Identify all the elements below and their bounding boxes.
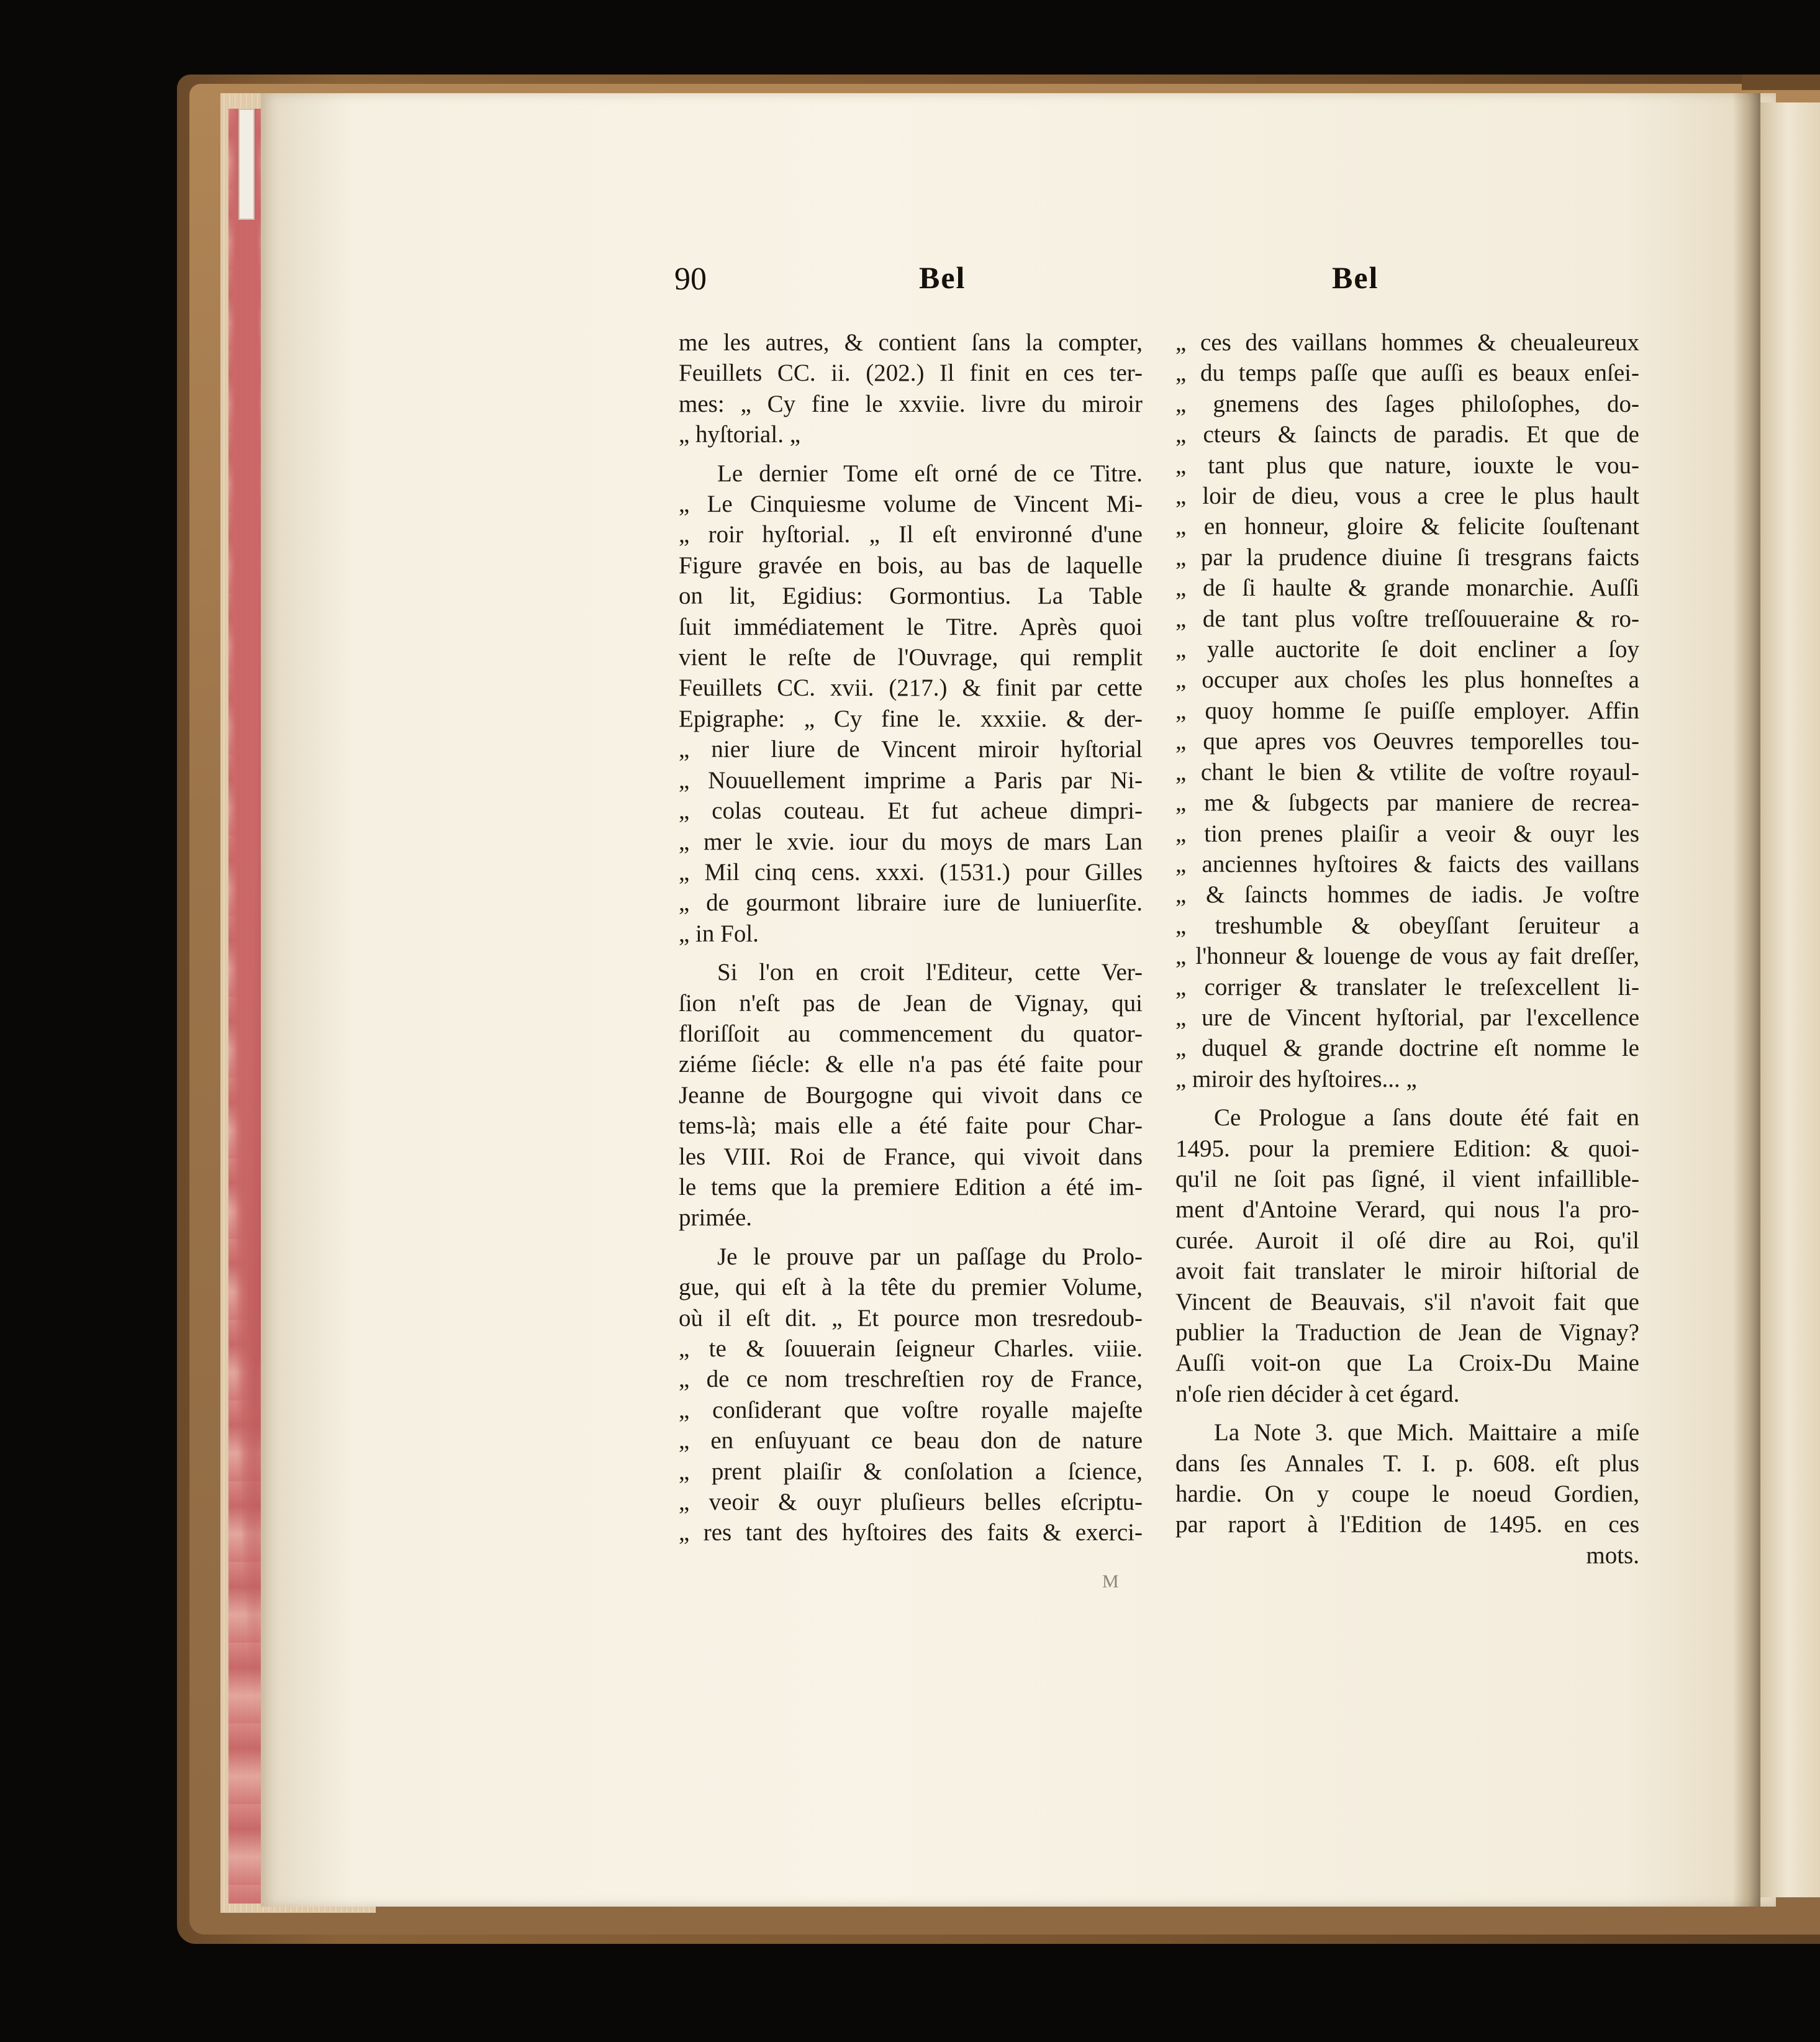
text-line: me les autres, & contient ſans la compter, [679,329,1143,356]
text-line: „ duquel & grande doctrine eſt nomme le [1175,1035,1639,1062]
text-line: Je le prouve par un paſſage du Prolo- [717,1243,1143,1270]
text-line: „ conſiderant que voſtre royalle majeſte [679,1396,1143,1423]
page-gutter [1732,93,1760,1907]
spine-edge [1742,75,1820,90]
text-line: les VIII. Roi de France, qui vivoit dans [679,1143,1143,1170]
bookmark-ribbon [238,109,255,220]
text-line: „ mer le xvie. iour du moys de mars Lan [679,828,1143,855]
paragraph [1175,1102,1639,1409]
text-line: curée. Auroit il oſé dire au Roi, qu'il [1175,1227,1639,1254]
text-line: „ Nouuellement imprime a Paris par Ni- [679,766,1143,794]
page-number: 90 [674,261,707,297]
text-line: „ de ce nom treschreſtien roy de France, [679,1366,1143,1393]
running-head-right: Bel [1332,260,1379,295]
text-line: „ hyſtorial. „ [679,421,801,448]
text-line: par raport à l'Edition de 1495. en ces [1175,1511,1639,1538]
text-line: Figure gravée en bois, au bas de laquelle [679,551,1143,579]
text-line: „ en honneur, gloire & felicite ſouſtenant [1175,513,1639,540]
text-line: Vincent de Beauvais, s'il n'avoit fait que [1175,1288,1639,1315]
paragraph [679,458,1143,950]
text-line: floriſſoit au commencement du quator- [679,1020,1143,1047]
text-line: gue, qui eſt à la tête du premier Volume, [679,1274,1143,1301]
text-line: n'oſe rien décider à cet égard. [1175,1380,1460,1407]
text-line: „ chant le bien & vtilite de voſtre royaul- [1175,758,1639,786]
text-line: „ du temps paſſe que auſſi es beaux enſei- [1175,360,1639,387]
text-line: Le dernier Tome eſt orné de ce Titre. [717,460,1143,487]
text-line: Feuillets CC. ii. (202.) Il finit en ces ter- [679,360,1143,387]
text-line: „ nier liure de Vincent miroir hyſtorial [679,736,1143,763]
text-line: „ en enſuyuant ce beau don de nature [679,1427,1143,1454]
text-line: „ occuper aux choſes les plus honneſtes a [1175,666,1639,694]
text-line: hardie. On y coupe le noeud Gordien, [1175,1481,1639,1508]
text-line: „ loir de dieu, vous a cree le plus hault [1175,483,1639,510]
text-line: „ veoir & ouyr pluſieurs belles eſcriptu- [679,1489,1143,1516]
text-line: Feuillets CC. xvii. (217.) & finit par cette [679,674,1143,702]
text-line: ment d'Antoine Verard, qui nous l'a pro- [1175,1196,1639,1223]
text-line: „ de tant plus voſtre treſſouueraine & ro- [1175,605,1639,632]
text-line: avoit fait translater le miroir hiſtorial de [1175,1258,1639,1285]
text-line: „ res tant des hyſtoires des faits & exerci- [679,1519,1143,1546]
text-line: ſion n'eſt pas de Jean de Vignay, qui [679,989,1143,1017]
text-line: qu'il ne ſoit pas ſigné, il vient infaillible- [1175,1165,1639,1192]
text-line: „ de gourmont libraire iure de luniuerſite. [679,889,1143,917]
text-line: „ anciennes hyſtoires & faicts des vaillans [1175,850,1639,878]
text-line: Jeanne de Bourgogne qui vivoit dans ce [679,1081,1143,1109]
paragraph [679,957,1143,1233]
text-line: „ tant plus que nature, iouxte le vou- [1175,452,1639,479]
text-line: primée. [679,1204,753,1232]
text-line: où il eſt dit. „ Et pource mon tresredoub- [679,1304,1143,1332]
text-line: „ colas couteau. Et fut acheue dimpri- [679,797,1143,825]
text-line: „ prent plaiſir & conſolation a ſcience, [679,1458,1143,1485]
text-line: „ que apres vos Oeuvres temporelles tou- [1175,728,1639,755]
paragraph [679,1241,1143,1548]
text-line: „ treshumble & obeyſſant ſeruiteur a [1175,912,1639,939]
text-line: vient le reſte de l'Ouvrage, qui remplit [679,644,1143,671]
text-line: „ yalle auctorite ſe doit encliner a ſoy [1175,636,1639,663]
text-line: Ce Prologue a ſans doute été fait en [1214,1104,1639,1132]
text-line: „ gnemens des ſages philoſophes, do- [1175,390,1639,417]
right-text-column [1175,327,1639,1571]
right-page-edge [1760,102,1820,1897]
text-line: „ par la prudence diuine ſi tresgrans faicts [1175,543,1639,571]
catchword: mots. [1586,1541,1639,1569]
text-line: ziéme ſiécle: & elle n'a pas été faite pour [679,1051,1143,1078]
text-line: publier la Traduction de Jean de Vignay? [1175,1319,1639,1346]
text-line: mes: „ Cy fine le xxviie. livre du miroir [679,390,1143,417]
text-line: „ ure de Vincent hyſtorial, par l'excellence [1175,1004,1639,1031]
signature-mark: M [1102,1571,1119,1592]
text-line: Auſſi voit-on que La Croix-Du Maine [1175,1350,1639,1377]
text-line: „ tion prenes plaiſir a veoir & ouyr les [1175,820,1639,847]
text-line: dans ſes Annales T. I. p. 608. eſt plus [1175,1450,1639,1477]
text-line: „ cteurs & ſaincts de paradis. Et que de [1175,421,1639,448]
text-line: „ quoy homme ſe puiſſe employer. Affin [1175,697,1639,724]
text-line: Si l'on en croit l'Editeur, cette Ver- [717,959,1143,986]
text-line: La Note 3. que Mich. Maittaire a miſe [1214,1419,1639,1446]
text-line: tems-là; mais elle a été faite pour Char- [679,1112,1143,1140]
text-line: Epigraphe: „ Cy fine le. xxxiie. & der- [679,705,1143,732]
text-line: „ me & ſubgects par maniere de recrea- [1175,789,1639,817]
paragraph [1175,1417,1639,1540]
text-line: „ corriger & translater le treſexcellent li- [1175,973,1639,1001]
text-line: „ de ſi haulte & grande monarchie. Auſſi [1175,574,1639,602]
text-line: „ roir hyſtorial. „ Il eſt environné d'une [679,521,1143,548]
text-line: „ Mil cinq cens. xxxi. (1531.) pour Gilles [679,858,1143,886]
text-line: le tems que la premiere Edition a été im- [679,1173,1143,1200]
text-line: „ & ſaincts hommes de iadis. Je voſtre [1175,881,1639,909]
text-line: „ Le Cinquiesme volume de Vincent Mi- [679,491,1143,518]
text-line: on lit, Egidius: Gormontius. La Table [679,583,1143,610]
text-line: 1495. pour la premiere Edition: & quoi- [1175,1135,1639,1162]
left-text-column [679,327,1143,1548]
text-line: „ in Fol. [679,920,759,947]
text-line: „ miroir des hyſtoires... „ [1175,1065,1417,1092]
text-line: „ l'honneur & louenge de vous ay fait dreſſer, [1175,943,1639,970]
paragraph [1175,327,1639,1094]
text-line: ſuit immédiatement le Titre. Après quoi [679,613,1143,640]
running-head-left: Bel [919,260,966,295]
text-line: „ ces des vaillans hommes & cheualeureux [1175,329,1639,356]
paragraph [679,327,1143,450]
text-line: „ te & ſouuerain ſeigneur Charles. viiie. [679,1335,1143,1362]
